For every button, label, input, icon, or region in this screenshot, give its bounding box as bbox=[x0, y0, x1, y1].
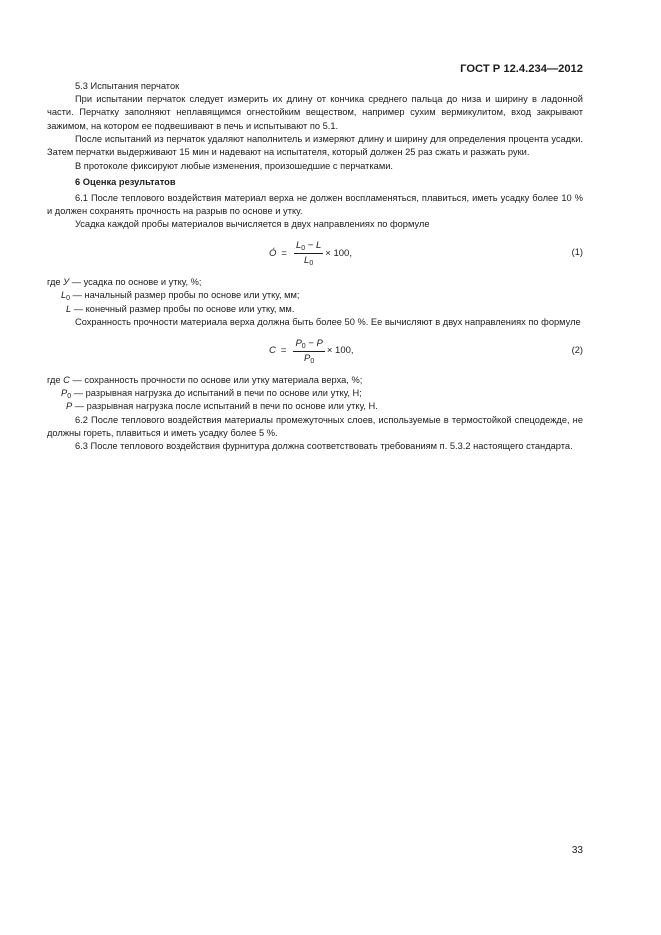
formula-1 bbox=[47, 233, 583, 273]
formula-1-num-a-sub: 0 bbox=[301, 244, 306, 252]
formula-1-num-a: L bbox=[295, 239, 302, 251]
formula-2-equals: = bbox=[280, 345, 287, 357]
where-word: где bbox=[47, 277, 64, 288]
formula-1-denominator bbox=[304, 254, 313, 267]
paragraph-gloves-test: При испытании перчаток следует измерить их длину от кончика среднего пальца до низа и ширину в ладонной части. Перчатку заполняют неплавящимся огнестойким веществом, например сухим вермикулитом, вход закрывают зажимом, на котором ее подвешивают в печь и испытывают по 5.1. bbox=[47, 94, 583, 131]
definition-shrinkage-text: — усадка по основе и утку, %; bbox=[69, 277, 202, 288]
section-5-3-title: 5.3 Испытания перчаток bbox=[75, 81, 180, 91]
paragraph-after-test: После испытаний из перчаток удаляют наполнитель и измеряют длину и ширину для определения процента усадки. Затем перчатки выдерживают 15 мин и надевают на испытателя, который должен 25 раз сжать и разжать руки. bbox=[47, 133, 583, 158]
formula-1-equals: = bbox=[281, 247, 287, 259]
page-number: 33 bbox=[571, 845, 583, 856]
symbol-y: У bbox=[63, 277, 70, 288]
formula-1-minus: − bbox=[305, 239, 316, 251]
formula-2-numerator bbox=[293, 338, 324, 352]
formula-2-minus: − bbox=[305, 337, 317, 349]
section-6-title bbox=[47, 176, 583, 189]
symbol-l0-sub: 0 bbox=[66, 295, 71, 303]
paragraph-6-1: 6.1 После теплового воздействия материал верха не должен воспламеняться, плавиться, иметь усадку более 10 % и должен сохранять прочность на разрыв по основе и утку. bbox=[47, 192, 583, 216]
document-standard-number: ГОСТ Р 12.4.234—2012 bbox=[460, 63, 583, 75]
section-6-title-text: 6 Оценка результатов bbox=[75, 177, 176, 188]
formula-1-tail: × 100, bbox=[325, 247, 352, 259]
formula-2-expression bbox=[269, 331, 354, 371]
definition-initial-size bbox=[47, 289, 583, 302]
formula-2-lhs: C bbox=[269, 345, 276, 357]
formula-2 bbox=[47, 331, 583, 371]
definition-strength-retention-text: — сохранность прочности по основе или утку материала верха, %; bbox=[69, 375, 363, 386]
definition-load-after-text: — разрывная нагрузка после испытаний в печи по основе или утку, Н. bbox=[72, 401, 378, 412]
paragraph-6-3: 6.3 После теплового воздействия фурнитура должна соответствовать требованиям п. 5.3.2 настоящего стандарта. bbox=[75, 441, 573, 452]
definition-load-after bbox=[47, 400, 583, 413]
definition-initial-size-text: — начальный размер пробы по основе или утку, мм; bbox=[70, 290, 300, 301]
formula-1-numerator bbox=[294, 240, 323, 254]
definition-load-before bbox=[47, 387, 583, 400]
definition-final-size-text: — конечный размер пробы по основе или утку, мм. bbox=[71, 303, 295, 314]
symbol-p0-sub: 0 bbox=[67, 393, 72, 401]
symbol-p: P bbox=[66, 401, 73, 412]
definition-final-size bbox=[47, 303, 583, 316]
formula-1-den: L bbox=[304, 254, 310, 266]
formula-2-fraction bbox=[293, 338, 324, 365]
definition-load-before-text: — разрывная нагрузка до испытаний в печи по основе или утку, Н; bbox=[71, 388, 362, 399]
formula-1-expression bbox=[269, 233, 352, 273]
paragraph-protocol: В протоколе фиксируют любые изменения, произошедшие с перчатками. bbox=[75, 161, 394, 172]
symbol-l0: L bbox=[61, 290, 67, 301]
formula-2-den-sub: 0 bbox=[310, 357, 315, 365]
symbol-c: С bbox=[63, 375, 70, 386]
symbol-l: L bbox=[66, 303, 72, 314]
formula-2-number: (2) bbox=[571, 345, 583, 356]
formula-1-fraction bbox=[294, 240, 323, 267]
formula-2-denominator bbox=[304, 352, 314, 365]
formula-2-num-b: P bbox=[316, 337, 323, 349]
definition-shrinkage bbox=[47, 276, 583, 289]
formula-1-lhs: Ó bbox=[269, 247, 277, 259]
page-content bbox=[47, 80, 583, 453]
where-word-2: где bbox=[47, 375, 64, 386]
formula-2-num-a: P bbox=[295, 337, 302, 349]
symbol-p0: P bbox=[61, 388, 68, 399]
formula-2-tail: × 100, bbox=[326, 345, 354, 357]
paragraph-strength-formula-intro: Сохранность прочности материала верха должна быть более 50 %. Ее вычисляют в двух направлениях по формуле bbox=[75, 316, 581, 327]
formula-2-den: P bbox=[304, 352, 311, 364]
formula-1-num-b: L bbox=[315, 239, 322, 251]
paragraph-6-2: 6.2 После теплового воздействия материалы промежуточных слоев, используемые в термостойкой спецодежде, не должны гореть, плавиться и иметь усадку более 5 %. bbox=[47, 414, 583, 438]
formula-1-den-sub: 0 bbox=[309, 259, 314, 267]
formula-2-num-a-sub: 0 bbox=[301, 342, 306, 350]
paragraph-shrinkage-formula-intro: Усадка каждой пробы материалов вычисляется в двух направлениях по формуле bbox=[75, 219, 430, 230]
formula-1-number: (1) bbox=[571, 247, 583, 258]
definition-strength-retention bbox=[47, 374, 583, 387]
